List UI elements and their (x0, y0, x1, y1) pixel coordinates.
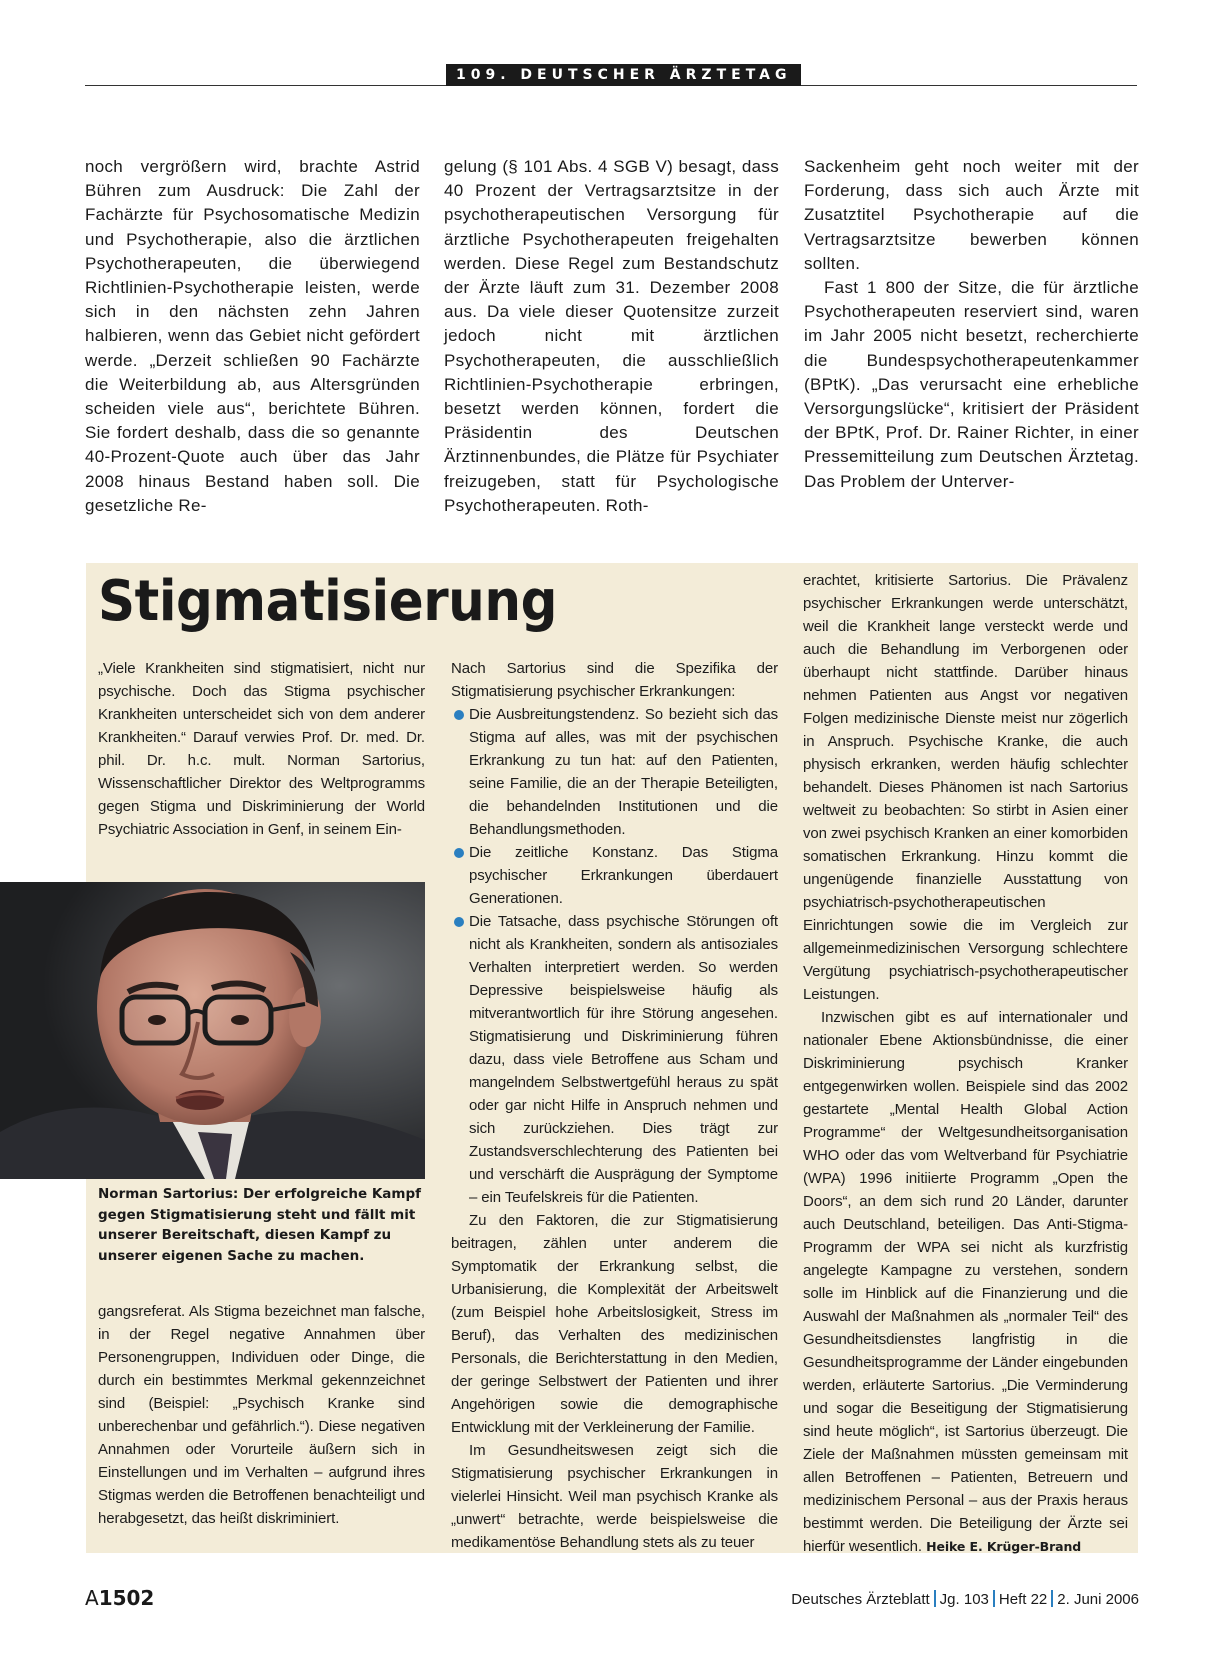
author-name: Heike E. Krüger-Brand (926, 1539, 1082, 1554)
box-column-2 (451, 657, 778, 1554)
box-column-1-continuation (98, 1300, 425, 1530)
separator (993, 1590, 995, 1607)
article-column-3 (804, 155, 1139, 494)
article-paragraph: Fast 1 800 der Sitze, die für ärztliche Psychotherapeuten reserviert sind, waren im Jahr 2005 nicht besetzt, recherchierte die Bundespsychotherapeutenkammer (BPtK). „Das verursacht eine erhebliche Versorgungslücke“, kritisiert der Präsident der BPtK, Prof. Dr. Rainer Richter, in einer Pressemitteilung zum Deutschen Ärztetag. Das Problem der Unterver- (804, 278, 1139, 491)
box-paragraph: erachtet, kritisierte Sartorius. Die Prävalenz psychischer Erkrankungen werde unterschätzt, weil die Krankheit lange versteckt werde und auch die Behandlung im Verborgenen oder überhaupt nicht stattfinde. Darüber hinaus nehmen Patienten aus Angst vor negativen Folgen medizinische Dienste meist nur zögerlich in Anspruch. Psychische Kranke, die auch physisch erkranken, werden häufig schlechter behandelt. Dieses Phänomen ist nach Sartorius weltweit zu beobachten: So stirbt in Asien einer von zwei psychisch Kranken an einer komorbiden somatischen Erkrankung. Hinzu kommt die ungenügende finanzielle Ausstattung von psychiatrisch-psychotherapeutischen Einrichtungen sowie die im Vergleich zur allgemeinmedizinischen Versorgung schlechtere Vergütung psychiatrisch-psychotherapeutischer Leistungen. (803, 572, 1128, 1003)
photo-caption: Norman Sartorius: Der erfolgreiche Kampf gegen Stigmatisierung steht und fällt mit unserer Bereitschaft, diesen Kampf zu unserer eigenen Sache zu machen. (98, 1186, 422, 1264)
bullet-text: Die Tatsache, dass psychische Störungen oft nicht als Krankheiten, sondern als antisoziales Verhalten interpretiert werden. So werden Depressive beispielsweise häufig als mitverantwortlich für ihre Störung angesehen. Stigmatisierung und Diskriminierung führen dazu, dass viele Betroffene aus Scham und mangelndem Selbstwertgefühl heraus zu spät oder gar nicht Hilfe in Anspruch nehmen und sich zurückziehen. Dies trägt zur Zustandsverschlechterung des Patienten bei und verschärft die Ausprägung der Symptome – ein Teufelskreis für die Patienten. (469, 913, 778, 1206)
bullet-icon (454, 848, 464, 858)
box-paragraph-text: Inzwischen gibt es auf internationaler und nationaler Ebene Aktionsbündnisse, die einer Diskriminierung psychisch Kranker entgegenwirken wollen. Beispiele sind das 2002 gestartete „Mental Health Global Action Programme“ der Weltgesundheitsorganisation WHO oder das vom Weltverband für Psychiatrie (WPA) 1996 initiierte Programm „Open the Doors“, an dem sich rund 20 Länder, darunter auch Deutschland, beteiligen. Das Anti-Stigma-Programm der WPA sei nicht als kurzfristig angelegte Kampagne zu verstehen, sondern solle im Hinblick auf die Finanzierung und die Auswahl der Maßnahmen als „normaler Teil“ des Gesundheitsdienstes langfristig in die Gesundheitsprogramme der Länder eingebunden werden, erläuterte Sartorius. „Die Verminderung und sogar die Beseitigung der Stigmatisierung sind heute möglich“, ist Sartorius überzeugt. Die Ziele der Maßnahmen müssten gemeinsam mit allen Betroffenen – Patienten, Betreuern und medizinischem Personal – aus der Praxis heraus bestimmt werden. Die Beteiligung der Ärzte sei hierfür wesentlich. (803, 1009, 1128, 1555)
bullet-icon (454, 917, 464, 927)
bullet-item (451, 703, 778, 841)
journal-volume: Jg. 103 (939, 1591, 989, 1608)
box-column-1-intro (98, 657, 425, 841)
bullet-text: Die Ausbreitungstendenz. So bezieht sich das Stigma auf alles, was mit der psychischen Erkrankung zu tun hat: auf den Patienten, seine Familie, die an der Therapie Beteiligten, die behandelnden Institutionen und die Behandlungsmethoden. (469, 706, 778, 838)
page-number (85, 1586, 154, 1610)
journal-name: Deutsches Ärzteblatt (791, 1591, 930, 1608)
page-prefix: A (85, 1586, 99, 1610)
box-paragraph: Zu den Faktoren, die zur Stigmatisierung beitragen, zählen unter anderem die Symptomatik der Erkrankung selbst, die Urbanisierung, die Komplexität der Arbeitswelt (zum Beispiel hohe Arbeitslosigkeit, Stress im Beruf), das Verhalten des medizinischen Personals, die Berichterstattung in den Medien, der geringe Selbstwert der Patienten und ihrer Angehörigen sowie die demographische Entwicklung mit der Verkleinerung der Familie. (451, 1212, 778, 1436)
box-paragraph (803, 1006, 1128, 1558)
box-paragraph: „Viele Krankheiten sind stigmatisiert, nicht nur psychische. Doch das Stigma psychischer Krankheiten unterscheidet sich von dem anderer Krankheiten.“ Darauf verwies Prof. Dr. med. Dr. phil. Dr. h.c. mult. Norman Sartorius, Wissenschaftlicher Direktor des Weltprogramms gegen Stigma und Diskriminierung der World Psychiatric Association in Genf, in seinem Ein- (98, 660, 425, 838)
bullet-text: Die zeitliche Konstanz. Das Stigma psychischer Erkrankungen überdauert Generationen. (469, 844, 778, 907)
section-label: 109. DEUTSCHER ÄRZTETAG (446, 64, 801, 86)
separator (934, 1590, 936, 1607)
page-number-value: 1502 (98, 1586, 155, 1610)
bullet-item (451, 910, 778, 1209)
journal-info (791, 1590, 1139, 1608)
article-column-1 (85, 155, 420, 518)
article-paragraph: gelung (§ 101 Abs. 4 SGB V) besagt, dass 40 Prozent der Vertragsarztsitze in der psychotherapeutischen Versorgung für ärztliche Psychotherapeuten freigehalten werden. Diese Regel zum Bestandschutz der Ärzte läuft zum 31. Dezember 2008 aus. Da viele dieser Quotensitze zurzeit jedoch nicht mit ärztlichen Psychotherapeuten, die ausschließlich Richtlinien-Psychotherapie erbringen, besetzt werden können, fordert die Präsidentin des Deutschen Ärztinnenbundes, die Plätze für Psychiater freizugeben, statt für Psychologische Psychotherapeuten. Roth- (444, 157, 779, 515)
box-paragraph: Im Gesundheitswesen zeigt sich die Stigmatisierung psychischer Erkrankungen in vielerlei Hinsicht. Weil man psychisch Kranke als „unwert“ betrachte, werde beispielsweise die medikamentöse Behandlung stets als zu teuer (451, 1442, 778, 1551)
box-paragraph: Nach Sartorius sind die Spezifika der Stigmatisierung psychischer Erkrankungen: (451, 660, 778, 700)
box-paragraph: gangsreferat. Als Stigma bezeichnet man falsche, in der Regel negative Annahmen über Personengruppen, Individuen oder Dinge, die durch ein bestimmtes Merkmal gekennzeichnet sind (Beispiel: „Psychisch Kranke sind unberechenbar und gefährlich.“). Diese negativen Annahmen oder Vorurteile äußern sich in Einstellungen und im Verhalten – aufgrund ihres Stigmas werden die Betroffenen benachteiligt und herabgesetzt, das heißt diskriminiert. (98, 1303, 425, 1527)
bullet-icon (454, 710, 464, 720)
article-column-2 (444, 155, 779, 518)
article-paragraph: Sackenheim geht noch weiter mit der Forderung, dass sich auch Ärzte mit Zusatztitel Psychotherapie auf die Vertragsarztsitze bewerben können sollten. (804, 157, 1139, 273)
article-paragraph: noch vergrößern wird, brachte Astrid Bühren zum Ausdruck: Die Zahl der Fachärzte für Psychosomatische Medizin und Psychotherapie, also die ärztlichen Psychotherapeuten, die überwiegend Richtlinien-Psychotherapie leisten, werde sich in den nächsten zehn Jahren halbieren, wenn das Gebiet nicht gefördert werde. „Derzeit schließen 90 Fachärzte die Weiterbildung ab, aus Altersgründen scheiden viele aus“, berichtete Bühren. Sie fordert deshalb, dass die so genannte 40-Prozent-Quote auch über das Jahr 2008 hinaus Bestand haben soll. Die gesetzliche Re- (85, 157, 420, 515)
portrait-photo (0, 882, 425, 1179)
box-title: Stigmatisierung (98, 569, 558, 634)
journal-date: 2. Juni 2006 (1057, 1591, 1139, 1608)
separator (1051, 1590, 1053, 1607)
journal-issue: Heft 22 (998, 1591, 1048, 1608)
bullet-item (451, 841, 778, 910)
box-column-3 (803, 569, 1128, 1558)
